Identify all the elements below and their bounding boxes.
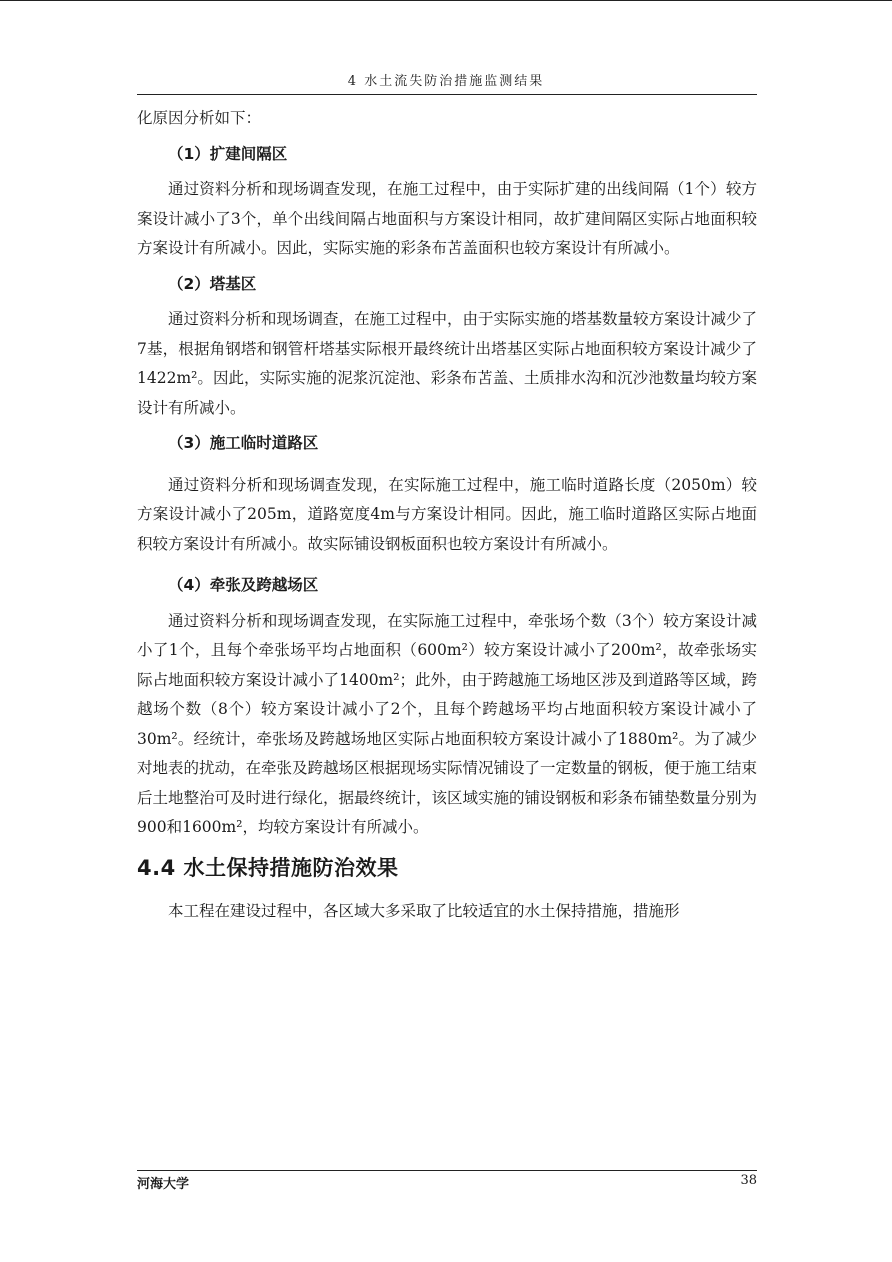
intro-text: 化原因分析如下： — [137, 109, 262, 127]
page-number: 38 — [740, 1173, 757, 1188]
footer-institution: 河海大学 — [137, 1177, 190, 1192]
running-header: 4 水土流失防治措施监测结果 — [347, 74, 545, 89]
paragraph-3: 通过资料分析和现场调查发现，在实际施工过程中，施工临时道路长度（2050m）较方案设计减小了205m，道路宽度4m与方案设计相同。因此，施工临时道路区实际占地面积较方案设计有所减小。故实际铺设钢板面积也较方案设计有所减小。 — [137, 475, 757, 553]
page-top-border — [0, 0, 892, 1]
paragraph-2: 通过资料分析和现场调查，在施工过程中，由于实际实施的塔基数量较方案设计减少了7基，根据角钢塔和钢管杆塔基实际根开最终统计出塔基区实际占地面积较方案设计减少了1422m²。因此，实际实施的泥浆沉淀池、彩条布苫盖、土质排水沟和沉沙池数量均较方案设计有所减小。 — [137, 310, 758, 417]
subsection-heading-2: （2）塔基区 — [168, 274, 257, 293]
footer-rule — [137, 1170, 757, 1171]
subsection-heading-3: （3）施工临时道路区 — [168, 434, 319, 452]
section-title: 4.4 水土保持措施防治效果 — [137, 855, 399, 880]
page-body — [137, 104, 757, 926]
header-rule — [137, 94, 757, 95]
closing-paragraph: 本工程在建设过程中，各区域大多采取了比较适宜的水土保持措施，措施形 — [168, 901, 680, 920]
subsection-heading-1: （1）扩建间隔区 — [168, 144, 288, 163]
paragraph-4: 通过资料分析和现场调查发现，在实际施工过程中，牵张场个数（3个）较方案设计减小了1个，且每个牵张场平均占地面积（600m²）较方案设计减小了200m²，故牵张场实际占地面积较方案设计减小了1400m²；此外，由于跨越施工场地区涉及到道路等区域，跨越场个数（8个）较方案设计减小了2个，且每个跨越场平均占地面积较方案设计减小了30m²。经统计，牵张场及跨越场地区实际占地面积较方案设计减小了1880m²。为了减少对地表的扰动，在牵张及跨越场区根据现场实际情况铺设了一定数量的钢板，便于施工结束后土地整治可及时进行绿化，据最终统计，该区域实施的铺设钢板和彩条布铺垫数量分别为900和1600m²，均较方案设计有所减小。 — [137, 611, 758, 836]
paragraph-1: 通过资料分析和现场调查发现，在施工过程中，由于实际扩建的出线间隔（1个）较方案设计减小了3个，单个出线间隔占地面积与方案设计相同，故扩建间隔区实际占地面积较方案设计有所减小。因此，实际实施的彩条布苫盖面积也较方案设计有所减小。 — [137, 180, 757, 257]
subsection-heading-4: （4）牵张及跨越场区 — [168, 576, 319, 594]
